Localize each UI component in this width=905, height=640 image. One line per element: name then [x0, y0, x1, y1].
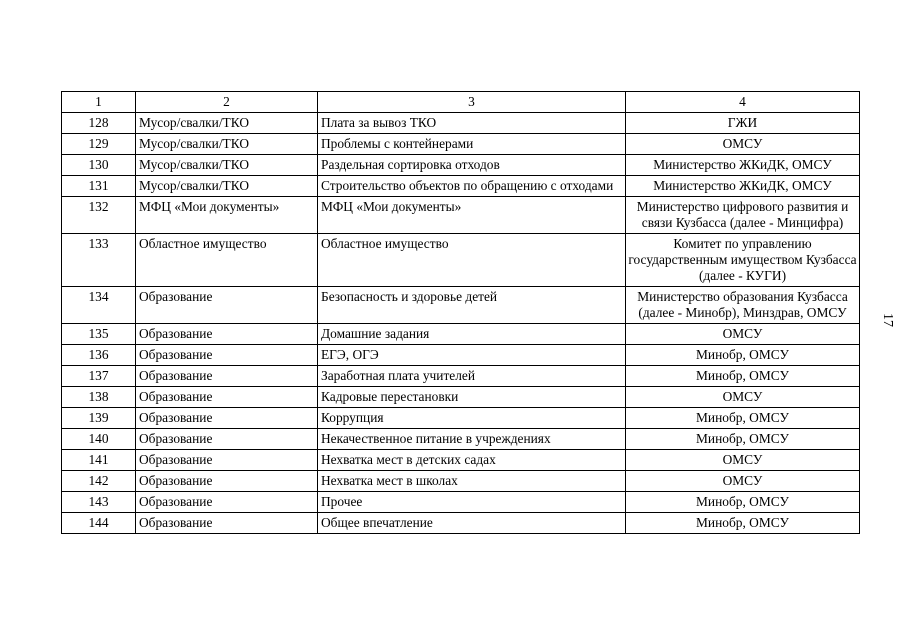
subtopic-cell: Нехватка мест в детских садах — [318, 450, 626, 471]
table-body — [62, 113, 860, 534]
row-number-cell: 131 — [62, 176, 136, 197]
responsible-org-cell: Минобр, ОМСУ — [626, 429, 860, 450]
table-row — [62, 324, 860, 345]
subtopic-cell: Коррупция — [318, 408, 626, 429]
subtopic-cell: Областное имущество — [318, 234, 626, 287]
topic-cell: Образование — [136, 366, 318, 387]
row-number-cell: 136 — [62, 345, 136, 366]
subtopic-cell: Заработная плата учителей — [318, 366, 626, 387]
row-number-cell: 138 — [62, 387, 136, 408]
responsible-org-cell: Минобр, ОМСУ — [626, 513, 860, 534]
responsible-org-cell: Министерство образования Кузбасса (далее - Минобр), Минздрав, ОМСУ — [626, 287, 860, 324]
table-row — [62, 234, 860, 287]
table-row — [62, 492, 860, 513]
topic-cell: Образование — [136, 429, 318, 450]
header-col-2: 2 — [136, 92, 318, 113]
row-number-cell: 132 — [62, 197, 136, 234]
row-number-cell: 142 — [62, 471, 136, 492]
topic-cell: Образование — [136, 387, 318, 408]
responsible-org-cell: Минобр, ОМСУ — [626, 345, 860, 366]
table-row — [62, 113, 860, 134]
subtopic-cell: Нехватка мест в школах — [318, 471, 626, 492]
topic-cell: Областное имущество — [136, 234, 318, 287]
row-number-cell: 135 — [62, 324, 136, 345]
table-header — [62, 92, 860, 113]
responsible-org-cell: Министерство ЖКиДК, ОМСУ — [626, 176, 860, 197]
row-number-cell: 128 — [62, 113, 136, 134]
row-number-cell: 139 — [62, 408, 136, 429]
row-number-cell: 143 — [62, 492, 136, 513]
subtopic-cell: Прочее — [318, 492, 626, 513]
responsible-org-cell: ОМСУ — [626, 134, 860, 155]
subtopic-cell: Кадровые перестановки — [318, 387, 626, 408]
topic-cell: Мусор/свалки/ТКО — [136, 134, 318, 155]
responsible-org-cell: ОМСУ — [626, 387, 860, 408]
row-number-cell: 129 — [62, 134, 136, 155]
topic-cell: Мусор/свалки/ТКО — [136, 155, 318, 176]
row-number-cell: 134 — [62, 287, 136, 324]
table-row — [62, 155, 860, 176]
row-number-cell: 140 — [62, 429, 136, 450]
table-row — [62, 471, 860, 492]
topic-cell: Мусор/свалки/ТКО — [136, 113, 318, 134]
topic-cell: МФЦ «Мои документы» — [136, 197, 318, 234]
row-number-cell: 130 — [62, 155, 136, 176]
table-row — [62, 429, 860, 450]
subtopic-cell: Безопасность и здоровье детей — [318, 287, 626, 324]
responsible-org-cell: Минобр, ОМСУ — [626, 408, 860, 429]
responsible-org-cell: Министерство цифрового развития и связи Кузбасса (далее - Минцифра) — [626, 197, 860, 234]
header-col-3: 3 — [318, 92, 626, 113]
topic-cell: Образование — [136, 492, 318, 513]
header-col-1: 1 — [62, 92, 136, 113]
table-row — [62, 287, 860, 324]
table-row — [62, 345, 860, 366]
page-number: 17 — [880, 313, 895, 327]
topic-cell: Образование — [136, 287, 318, 324]
subtopic-cell: Некачественное питание в учреждениях — [318, 429, 626, 450]
topic-cell: Образование — [136, 471, 318, 492]
row-number-cell: 137 — [62, 366, 136, 387]
responsible-org-cell: Минобр, ОМСУ — [626, 366, 860, 387]
subtopic-cell: Общее впечатление — [318, 513, 626, 534]
topic-cell: Мусор/свалки/ТКО — [136, 176, 318, 197]
responsible-org-cell: Министерство ЖКиДК, ОМСУ — [626, 155, 860, 176]
subtopic-cell: Домашние задания — [318, 324, 626, 345]
table-row — [62, 408, 860, 429]
table-row — [62, 197, 860, 234]
responsible-org-cell: ОМСУ — [626, 471, 860, 492]
topic-cell: Образование — [136, 513, 318, 534]
table-row — [62, 134, 860, 155]
row-number-cell: 133 — [62, 234, 136, 287]
table-row — [62, 450, 860, 471]
topic-cell: Образование — [136, 450, 318, 471]
responsible-org-cell: ГЖИ — [626, 113, 860, 134]
subtopic-cell: Проблемы с контейнерами — [318, 134, 626, 155]
responsible-org-cell: ОМСУ — [626, 324, 860, 345]
subtopic-cell: Раздельная сортировка отходов — [318, 155, 626, 176]
table-row — [62, 176, 860, 197]
responsible-org-cell: ОМСУ — [626, 450, 860, 471]
responsible-org-cell: Минобр, ОМСУ — [626, 492, 860, 513]
row-number-cell: 144 — [62, 513, 136, 534]
table-row — [62, 387, 860, 408]
responsible-org-cell: Комитет по управлению государственным имуществом Кузбасса (далее - КУГИ) — [626, 234, 860, 287]
topic-cell: Образование — [136, 324, 318, 345]
topic-cell: Образование — [136, 408, 318, 429]
subtopic-cell: Плата за вывоз ТКО — [318, 113, 626, 134]
row-number-cell: 141 — [62, 450, 136, 471]
topic-cell: Образование — [136, 345, 318, 366]
subtopic-cell: ЕГЭ, ОГЭ — [318, 345, 626, 366]
header-col-4: 4 — [626, 92, 860, 113]
subtopic-cell: МФЦ «Мои документы» — [318, 197, 626, 234]
subtopic-cell: Строительство объектов по обращению с отходами — [318, 176, 626, 197]
header-row — [62, 92, 860, 113]
data-table — [61, 91, 860, 534]
table-row — [62, 366, 860, 387]
table-row — [62, 513, 860, 534]
